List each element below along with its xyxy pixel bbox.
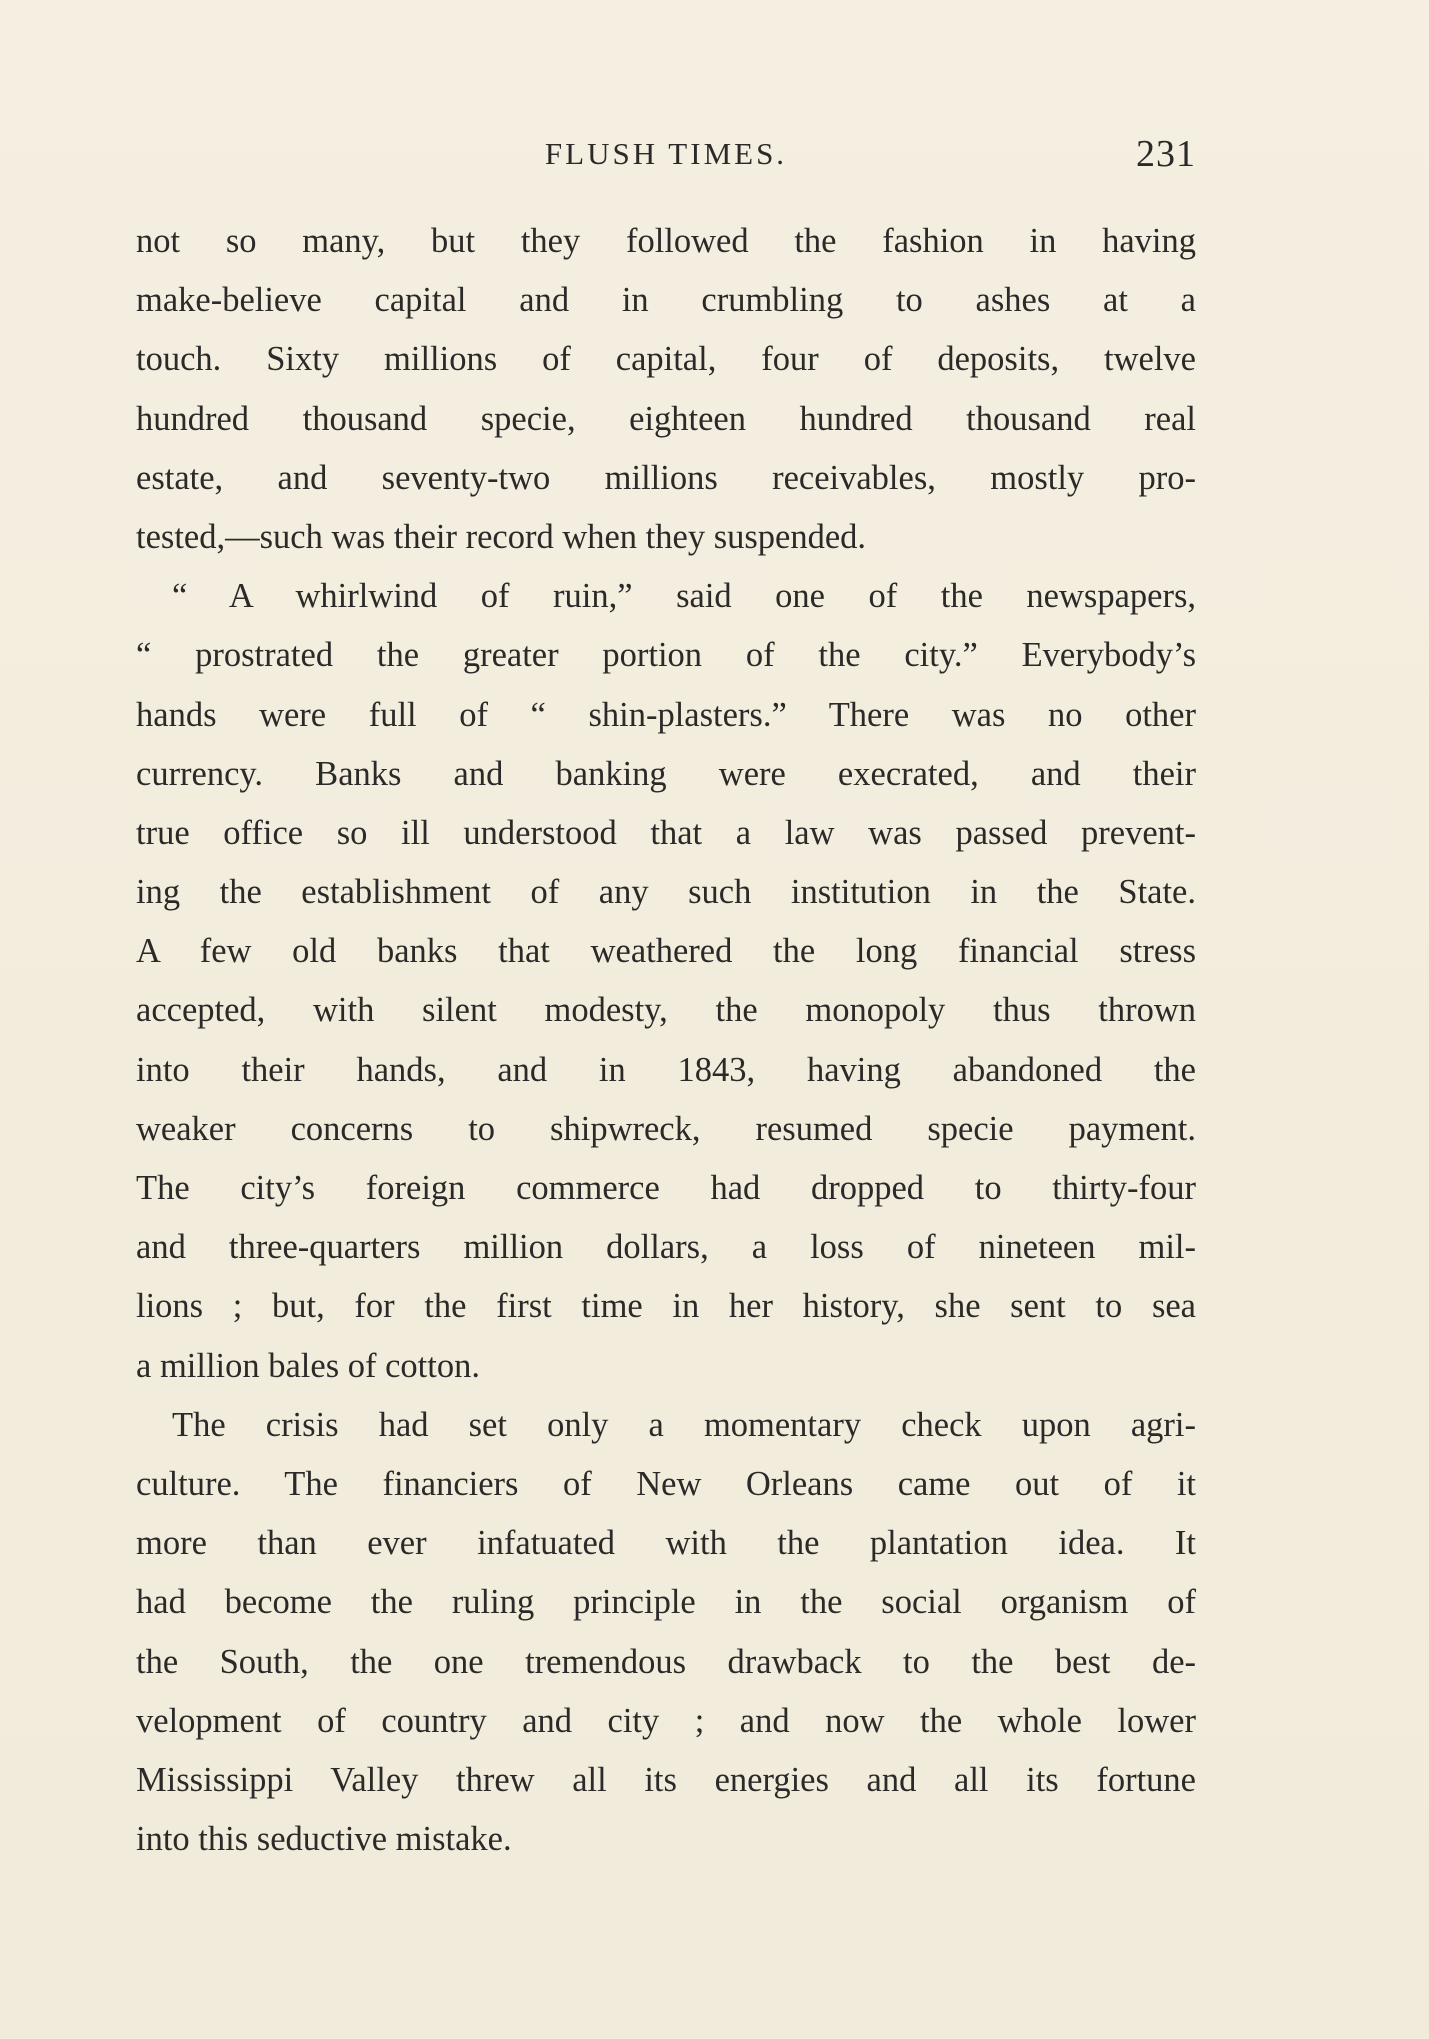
text-line: accepted, with silent modesty, the monopoly thus thrown (136, 991, 1196, 1030)
text-line: The city’s foreign commerce had dropped to thirty-four (136, 1169, 1196, 1207)
text-line: tested,—such was their record when they suspended. (136, 517, 867, 556)
text-line: The crisis had set only a momentary check upon agri- (172, 1405, 1196, 1444)
text-line: the South, the one tremendous drawback to the best de- (136, 1642, 1196, 1681)
running-head (136, 132, 1196, 182)
text-line: estate, and seventy-two millions receivables, mostly pro- (136, 458, 1196, 497)
text-line: more than ever infatuated with the plantation idea. It (136, 1524, 1196, 1563)
running-head-title: FLUSH TIMES. (544, 136, 788, 171)
body-text (136, 212, 1196, 1869)
text-line: Mississippi Valley threw all its energies and all its fortune (136, 1760, 1196, 1799)
text-line: true office so ill understood that a law was passed prevent- (136, 813, 1196, 852)
text-line: a million bales of cotton. (136, 1346, 480, 1385)
text-line: “ prostrated the greater portion of the city.” Everybody’s (136, 636, 1196, 675)
text-line: make-believe capital and in crumbling to ashes at a (136, 281, 1196, 320)
text-line: currency. Banks and banking were execrated, and their (136, 754, 1196, 793)
text-line: hundred thousand specie, eighteen hundred thousand real (136, 399, 1196, 438)
text-line: culture. The financiers of New Orleans came out of it (136, 1464, 1196, 1503)
text-line: velopment of country and city ; and now the whole lower (136, 1701, 1196, 1740)
text-line: touch. Sixty millions of capital, four of deposits, twelve (136, 340, 1196, 379)
text-line: lions ; but, for the first time in her history, she sent to sea (136, 1287, 1196, 1326)
text-line: into their hands, and in 1843, having abandoned the (136, 1050, 1196, 1089)
text-line: ing the establishment of any such institution in the State. (136, 873, 1196, 912)
text-line: and three-quarters million dollars, a loss of nineteen mil- (136, 1228, 1196, 1267)
text-line: into this seductive mistake. (136, 1820, 512, 1859)
text-line: A few old banks that weathered the long financial stress (136, 932, 1196, 971)
text-line: “ A whirlwind of ruin,” said one of the newspapers, (172, 577, 1196, 616)
text-line: weaker concerns to shipwreck, resumed specie payment. (136, 1109, 1196, 1148)
text-line: had become the ruling principle in the social organism of (136, 1583, 1196, 1622)
text-line: not so many, but they followed the fashion in having (136, 222, 1196, 260)
text-line: hands were full of “ shin-plasters.” There was no other (136, 695, 1196, 734)
page-number: 231 (1136, 133, 1196, 175)
